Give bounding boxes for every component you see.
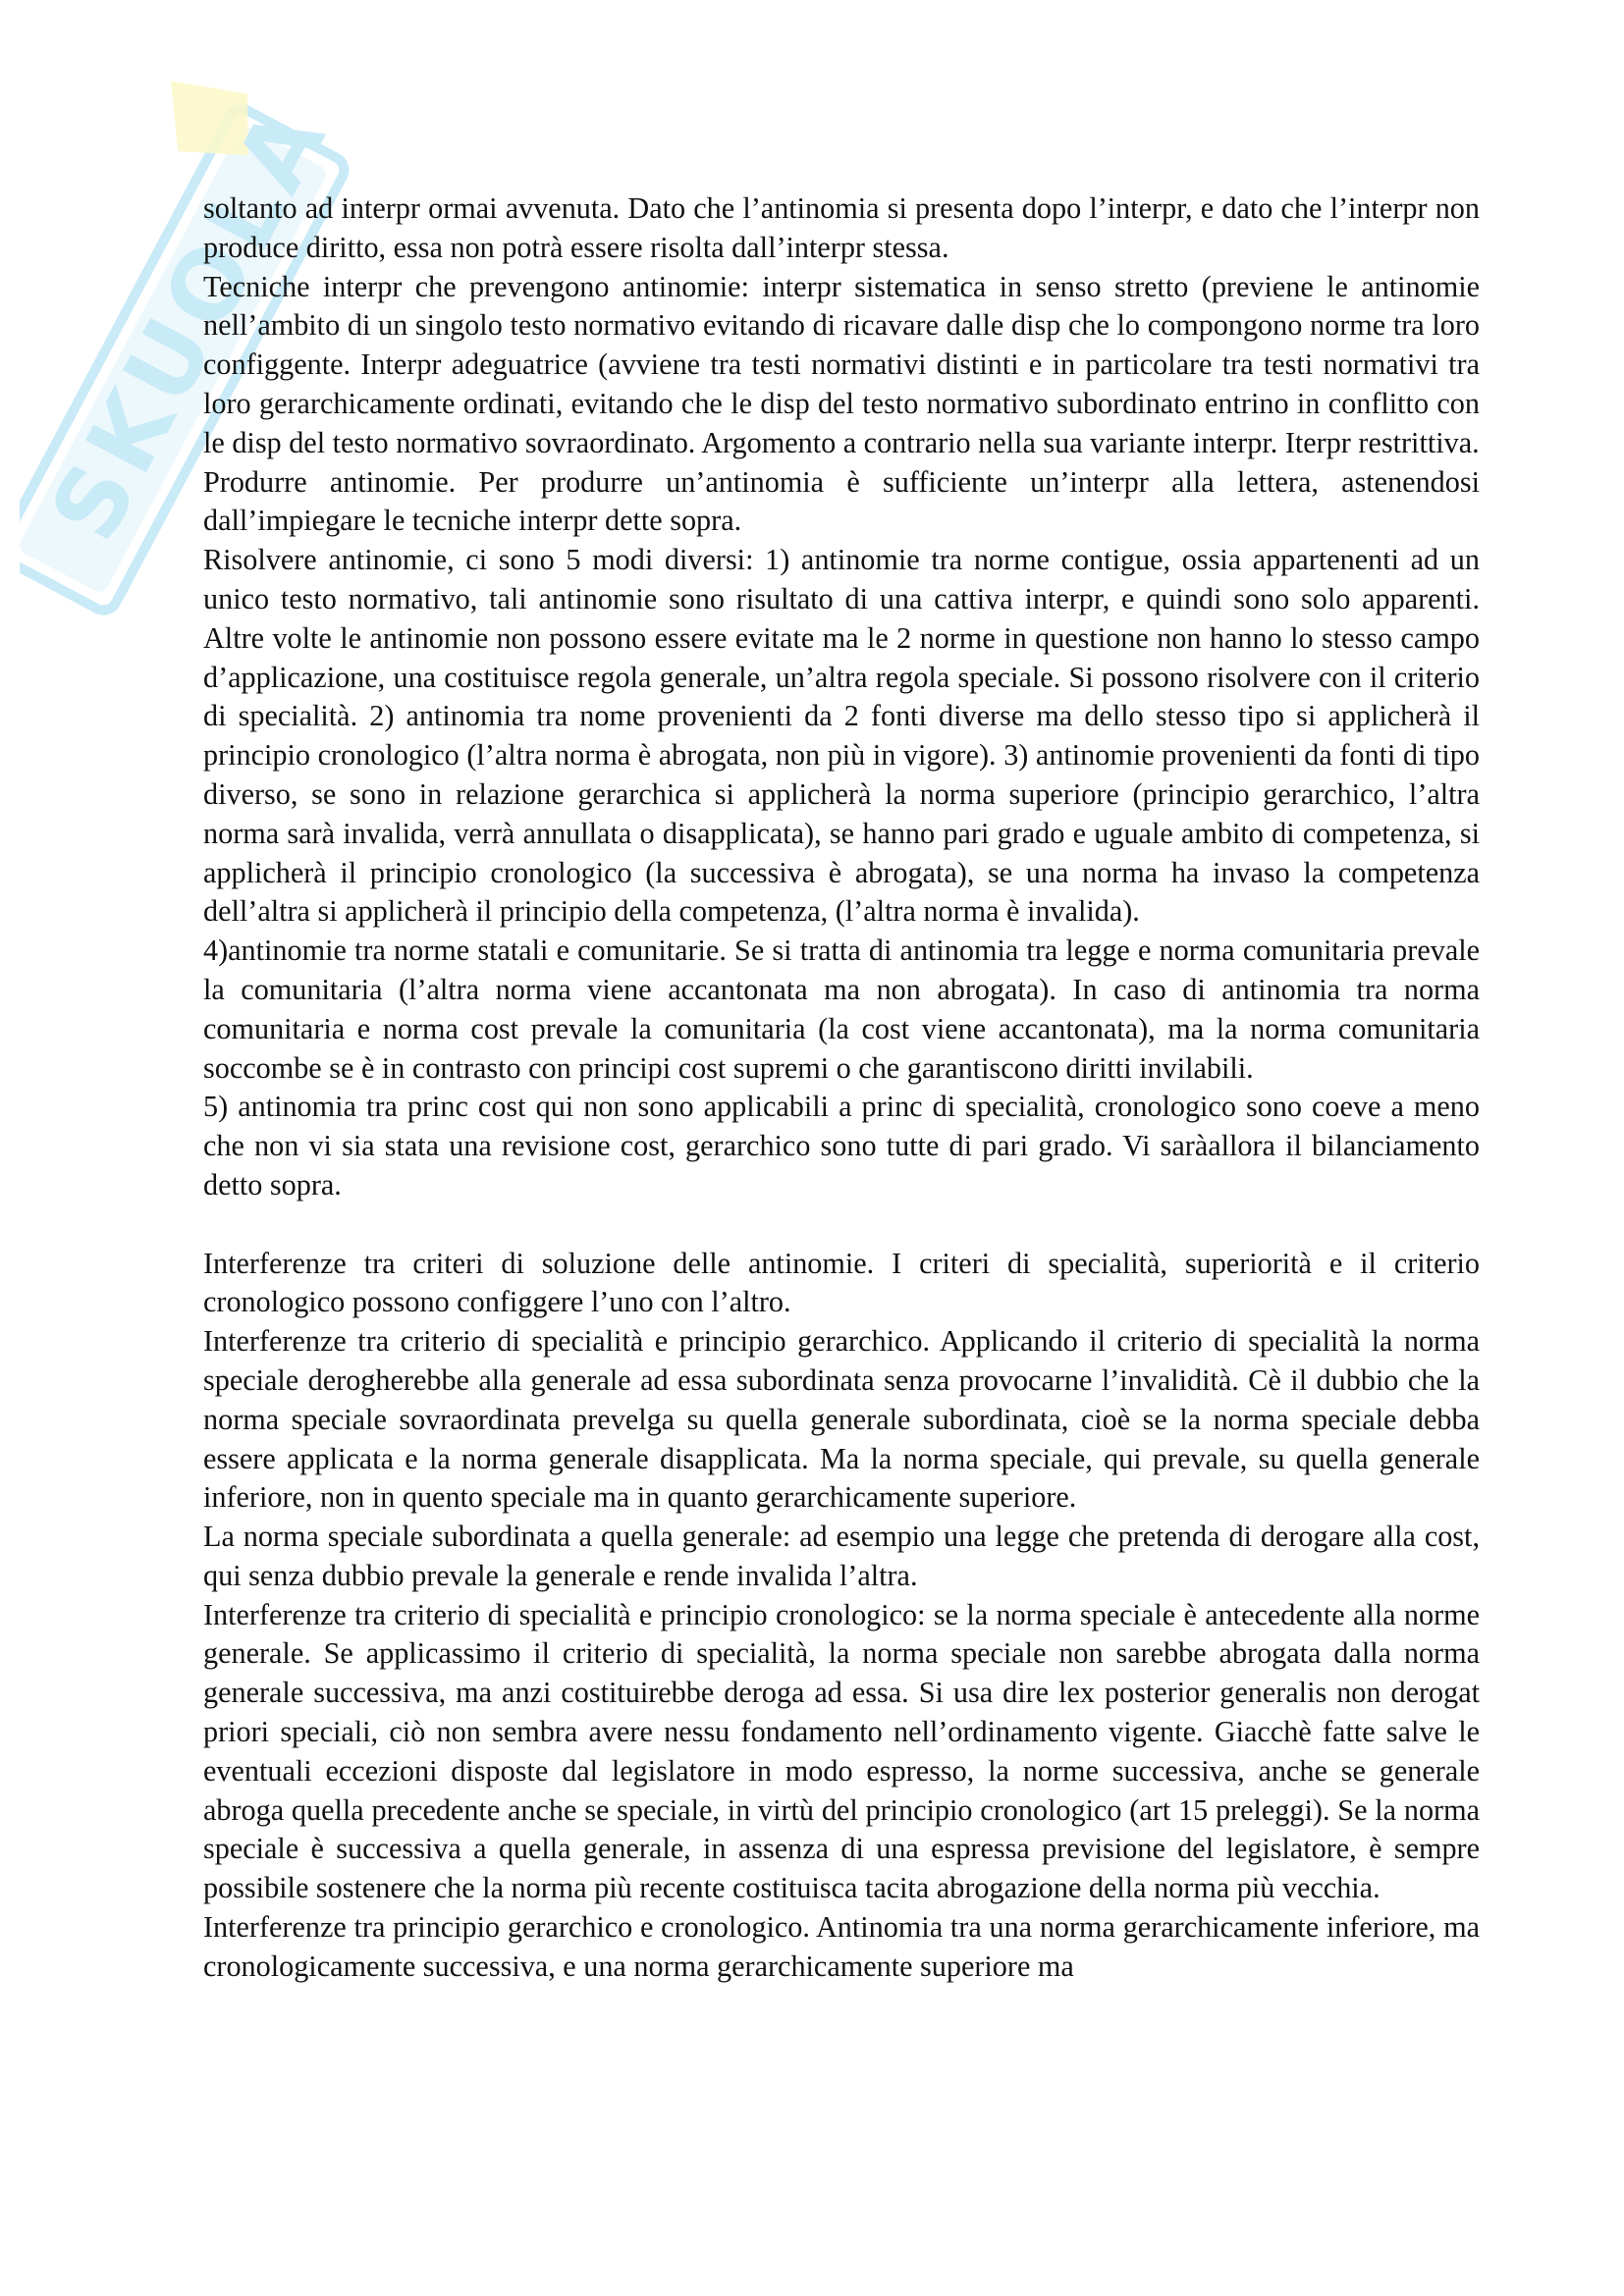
paragraph: Tecniche interpr che prevengono antinomie: interpr sistematica in senso stretto (previene le antinomie nell’ambito di un singolo testo normativo evitando di ricavare dalle disp che lo compongono norme tra loro configgente. Interpr adeguatrice (avviene tra testi normativi distinti e in particolare tra testi normativi tra loro gerarchicamente ordinati, evitando che le disp del testo normativo subordinato entrino in conflitto con le disp del testo normativo sovraordinato. Argomento a contrario nella sua variante interpr. Iterpr restrittiva. <box>203 269 1480 459</box>
paragraph: 5) antinomia tra princ cost qui non sono applicabili a princ di specialità, cronologico sono coeve a meno che non vi sia stata una revisione cost, gerarchico sono tutte di pari grado. Vi saràallora il bilanciamento detto sopra. <box>203 1090 1480 1201</box>
blank-line <box>203 1205 1480 1245</box>
paragraph: Produrre antinomie. Per produrre un’antinomia è sufficiente un’interpr alla lettera, astenendosi dall’impiegare le tecniche interpr dette sopra. <box>203 464 1480 538</box>
svg-text:SKUOLA: SKUOLA <box>28 85 351 558</box>
paragraph: 4)antinomie tra norme statali e comunitarie. Se si tratta di antinomia tra legge e norma comunitaria prevale la comunitaria (l’altra norma viene accantonata ma non abrogata). In caso di antinomia tra norma comunitaria e norma cost prevale la comunitaria (la cost viene accantonata), ma la norma comunitaria soccombe se è in contrasto con principi cost supremi o che garantiscono diritti invilabili. <box>203 934 1480 1085</box>
paragraph: Interferenze tra criteri di soluzione delle antinomie. I criteri di specialità, superiorità e il criterio cronologico possono configgere l’uno con l’altro. <box>203 1246 1480 1319</box>
paragraph: Interferenze tra criterio di specialità e principio cronologico: se la norma speciale è antecedente alla norme generale. Se applicassimo il criterio di specialità, la norma speciale non sarebbe abrogata dalla norma generale successiva, ma anzi costituirebbe deroga ad essa. Si usa dire lex posterior generalis non derogat priori speciali, ciò non sembra avere nessu fondamento nell’ordinamento vigente. Giacchè fatte salve le eventuali eccezioni disposte dal legislatore in modo espresso, la norme successiva, anche se generale abroga quella precedente anche se speciale, in virtù del principio cronologico (art 15 preleggi). Se la norma speciale è successiva a quella generale, in assenza di una espressa previsione del legislatore, è sempre possibile sostenere che la norma più recente costituisca tacita abrogazione della norma più vecchia. <box>203 1597 1480 1905</box>
document-body <box>203 189 1480 1987</box>
paragraph: Interferenze tra principio gerarchico e cronologico. Antinomia tra una norma gerarchicamente inferiore, ma cronologicamente successiva, e una norma gerarchicamente superiore ma <box>203 1910 1480 1983</box>
paragraph: Interferenze tra criterio di specialità e principio gerarchico. Applicando il criterio di specialità la norma speciale derogherebbe alla generale ad essa subordinata senza provocarne l’invalidità. Cè il dubbio che la norma speciale sovraordinata prevelga su quella generale subordinata, cioè se la norma speciale debba essere applicata e la norma generale disapplicata. Ma la norma speciale, qui prevale, su quella generale inferiore, non in quento speciale ma in quanto gerarchicamente superiore. <box>203 1324 1480 1515</box>
paragraph: La norma speciale subordinata a quella generale: ad esempio una legge che pretenda di derogare alla cost, qui senza dubbio prevale la generale e rende invalida l’altra. <box>203 1520 1480 1592</box>
paragraph: Risolvere antinomie, ci sono 5 modi diversi: 1) antinomie tra norme contigue, ossia appartenenti ad un unico testo normativo, tali antinomie sono risultato di una cattiva interpr, e quindi sono solo apparenti. Altre volte le antinomie non possono essere evitate ma le 2 norme in questione non hanno lo stesso campo d’applicazione, una costituisce regola generale, un’altra regola speciale. Si possono risolvere con il criterio di specialità. 2) antinomia tra nome provenienti da 2 fonti diverse ma dello stesso tipo si applicherà il principio cronologico (l’altra norma è abrogata, non più in vigore). 3) antinomie provenienti da fonti di tipo diverso, se sono in relazione gerarchica si applicherà la norma superiore (principio gerarchico, l’altra norma sarà invalida, verrà annullata o disapplicata), se hanno pari grado e uguale ambito di competenza, si applicherà il principio cronologico (la successiva è abrogata), se una norma ha invaso la competenza dell’altra si applicherà il principio della competenza, (l’altra norma è invalida). <box>203 543 1480 929</box>
paragraph: soltanto ad interpr ormai avvenuta. Dato che l’antinomia si presenta dopo l’interpr, e dato che l’interpr non produce diritto, essa non potrà essere risolta dall’interpr stessa. <box>203 191 1480 264</box>
